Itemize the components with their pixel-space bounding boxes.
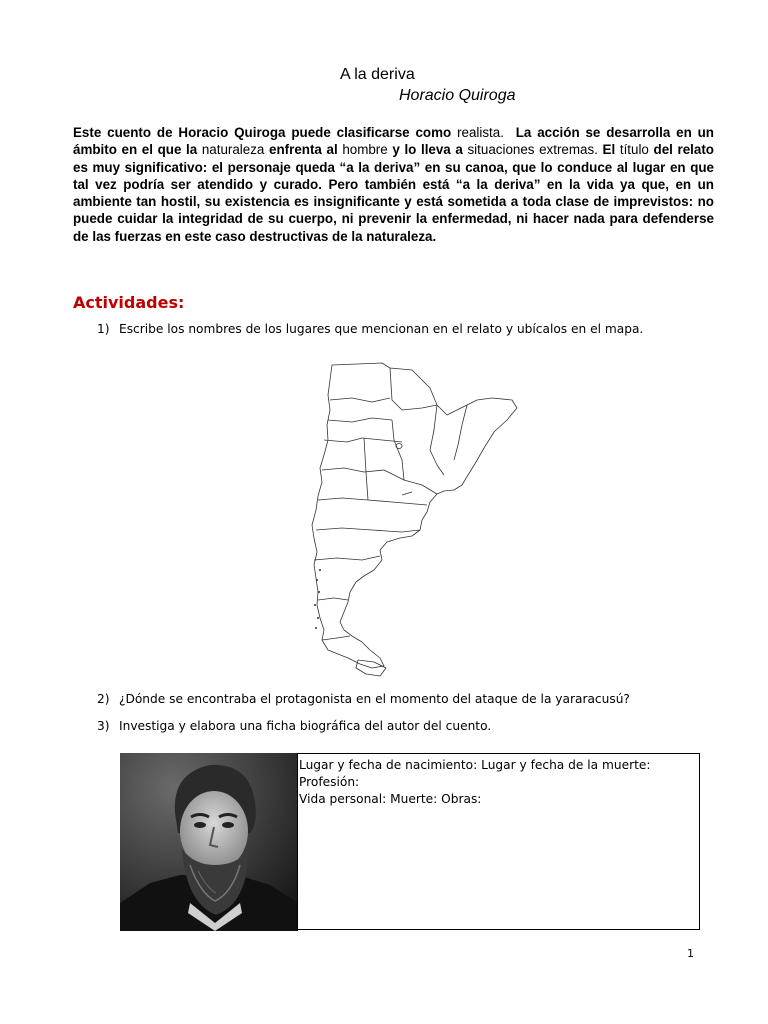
activity-item-1: 1) Escribe los nombres de los lugares que mencionan en el relato y ubícalos en el mapa. <box>97 322 644 336</box>
document-title: A la deriva <box>340 66 415 83</box>
bio-line-profession: Profesión: <box>299 775 360 789</box>
biography-card <box>297 753 700 930</box>
activities-heading: Actividades: <box>73 293 185 312</box>
activity-item-3: 3) Investiga y elabora una ficha biográfica del autor del cuento. <box>97 719 492 733</box>
argentina-outline-map <box>262 360 535 680</box>
author-portrait <box>120 753 298 931</box>
page-number: 1 <box>687 947 694 960</box>
document-author: Horacio Quiroga <box>399 87 516 104</box>
intro-paragraph: Este cuento de Horacio Quiroga puede clasificarse como realista. La acción se desarrolla en un ámbito en el que la naturaleza enfrenta al hombre y lo lleva a situaciones extremas. El título del relato es muy significativo: el personaje queda “a la deriva” en su canoa, que lo conduce al lugar en que tal vez podría ser atendido y curado. Pero también está “a la deriva” en la vida ya que, en un ambiente tan hostil, su existencia es insignificante y está sometida a toda clase de imprevistos: no puede cuidar la integridad de su cuerpo, ni prevenir la enfermedad, ni hacer nada para defenderse de las fuerzas en este caso destructivas de la naturaleza. <box>73 125 714 244</box>
activity-item-2: 2) ¿Dónde se encontraba el protagonista en el momento del ataque de la yararacusú? <box>97 692 630 706</box>
bio-line-birth-death: Lugar y fecha de nacimiento: Lugar y fecha de la muerte: <box>299 758 651 772</box>
bio-line-personal: Vida personal: Muerte: Obras: <box>299 792 482 806</box>
